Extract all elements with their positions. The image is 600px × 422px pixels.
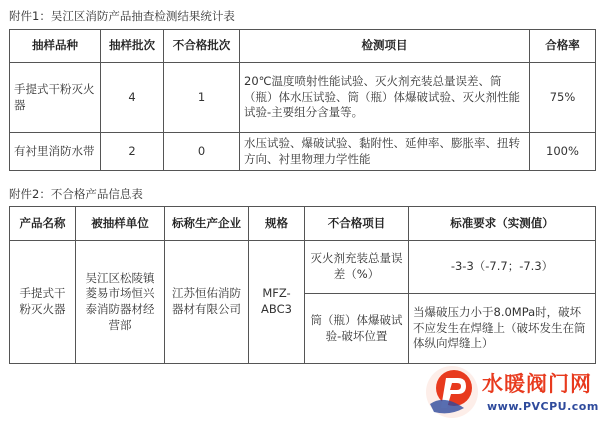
fail-item: 灭火剂充装总量误差（%）	[305, 241, 409, 294]
header-manufacturer: 标称生产企业	[165, 207, 249, 241]
watermark-site-url: www.PVCPU.com	[487, 400, 599, 413]
sampled-unit: 吴江区松陵镇菱易市场恒兴泰消防器材经营部	[76, 241, 165, 364]
product-name: 手提式干粉灭火器	[10, 63, 101, 133]
table2-header-row	[10, 207, 596, 241]
header-sampled-unit: 被抽样单位	[76, 207, 165, 241]
watermark-site-name: 水暖阀门网	[482, 372, 592, 396]
batch-count: 4	[101, 63, 164, 133]
failed-count: 1	[164, 63, 240, 133]
table1-header-row	[10, 30, 596, 63]
product-name: 有衬里消防水带	[10, 133, 101, 171]
table-row	[10, 63, 596, 133]
table-row	[10, 241, 596, 294]
test-items: 20℃温度喷射性能试验、灭火剂充装总量误差、筒（瓶）体水压试验、筒（瓶）体爆破试验、灭火剂性能试验-主要组分含量等。	[240, 63, 530, 133]
header-failed: 不合格批次	[164, 30, 240, 63]
header-standard: 标准要求（实测值）	[409, 207, 596, 241]
header-batches: 抽样批次	[101, 30, 164, 63]
pass-rate: 75%	[530, 63, 596, 133]
standard-value: -3-3（-7.7；-7.3）	[409, 241, 596, 294]
pv-logo-icon	[424, 364, 480, 420]
pass-rate: 100%	[530, 133, 596, 171]
manufacturer: 江苏恒佑消防器材有限公司	[165, 241, 249, 364]
batch-count: 2	[101, 133, 164, 171]
header-fail-item: 不合格项目	[305, 207, 409, 241]
nonconforming-products-table	[9, 206, 596, 364]
standard-value: 当爆破压力小于8.0MPa时，破坏不应发生在焊缝上（破坏发生在筒体纵向焊缝上）	[409, 294, 596, 364]
header-product: 抽样品种	[10, 30, 101, 63]
header-rate: 合格率	[530, 30, 596, 63]
header-spec: 规格	[249, 207, 305, 241]
failed-count: 0	[164, 133, 240, 171]
header-product-name: 产品名称	[10, 207, 76, 241]
spec: MFZ-ABC3	[249, 241, 305, 364]
table1-caption: 附件1：吴江区消防产品抽查检测结果统计表	[9, 9, 235, 23]
product-name: 手提式干粉灭火器	[10, 241, 76, 364]
table-row	[10, 133, 596, 171]
header-items: 检测项目	[240, 30, 530, 63]
fail-item: 筒（瓶）体爆破试验-破坏位置	[305, 294, 409, 364]
table2-caption: 附件2：不合格产品信息表	[9, 187, 143, 201]
inspection-results-table	[9, 29, 596, 171]
test-items: 水压试验、爆破试验、黏附性、延伸率、膨胀率、扭转方向、衬里物理力学性能	[240, 133, 530, 171]
site-watermark	[424, 362, 600, 422]
